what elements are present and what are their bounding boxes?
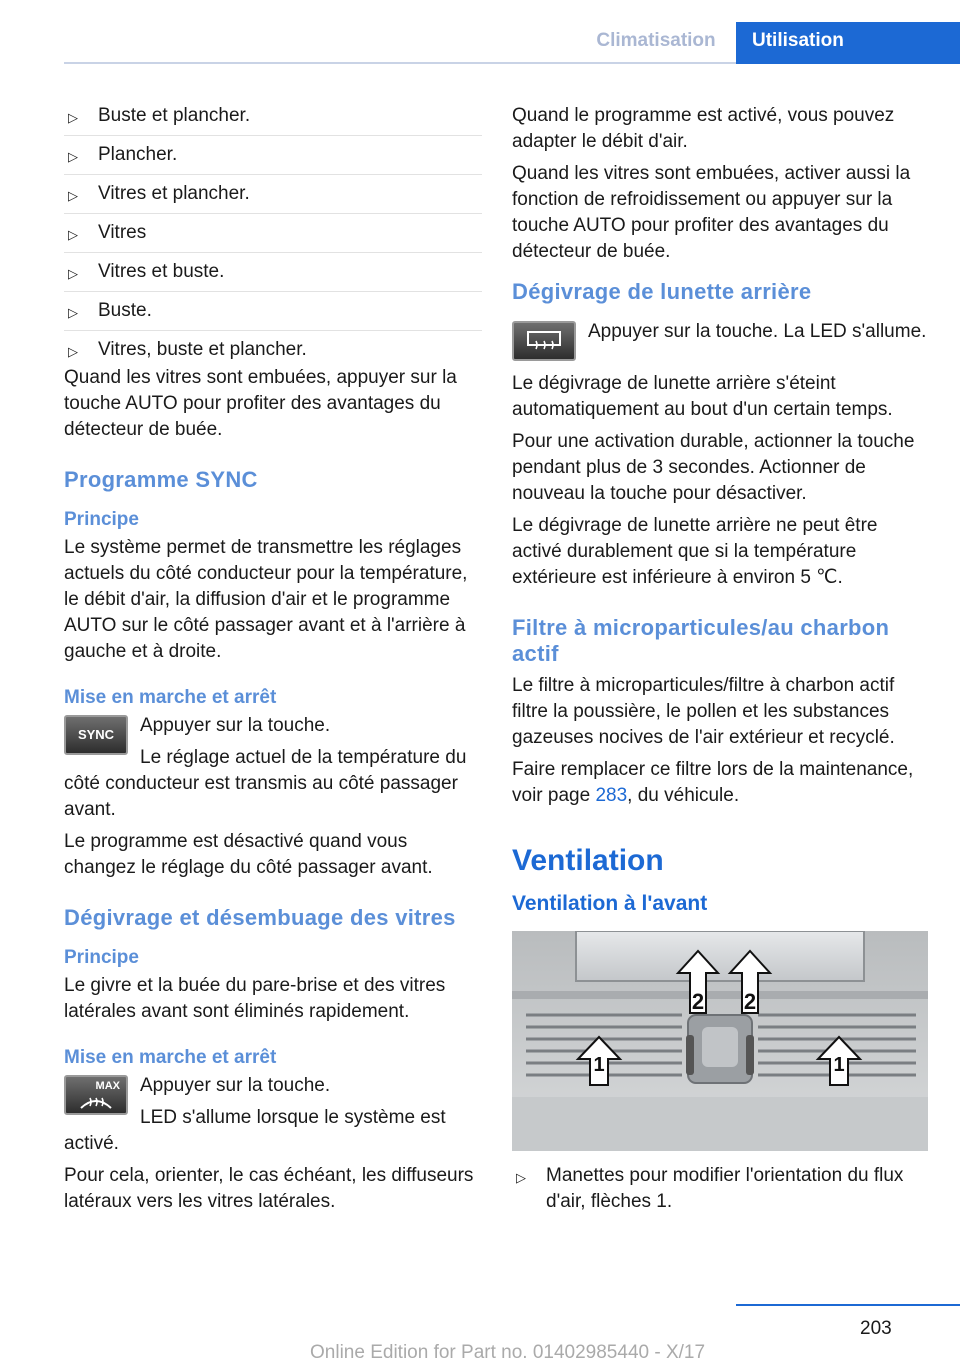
deg-mise-heading: Mise en marche et arrêt <box>64 1047 277 1068</box>
list-item: ▷ Buste. <box>64 298 482 331</box>
header-tab <box>736 22 960 64</box>
deg-principe-heading: Principe <box>64 947 139 968</box>
airflow-list <box>64 103 482 365</box>
deg-step2: LED s'allume lorsque le système est activé. <box>64 1107 446 1154</box>
page-number: 203 <box>860 1318 892 1339</box>
page-link[interactable]: 283 <box>595 785 628 806</box>
list-item: ▷ Buste et plancher. <box>64 103 482 136</box>
left-column <box>64 103 482 1221</box>
sync-principe-text: Le système permet de transmettre les réglages actuels du côté conducteur pour la température, le débit d'air, la diffusion d'air et le programme AUTO sur le côté passager avant et à l'arrière à gauche et à droite. <box>64 537 468 662</box>
filtre-p1: Le filtre à microparticules/filtre à charbon actif filtre la poussière, le pollen et les substances gazeuses nocives de l'air extérieur et recyclé. <box>512 675 895 748</box>
triangle-bullet-icon: ▷ <box>68 110 78 125</box>
vent-illustration <box>512 931 928 1151</box>
lunette-step-text: Appuyer sur la touche. La LED s'allume. <box>588 321 927 342</box>
triangle-bullet-icon: ▷ <box>68 344 78 359</box>
deg-step1: Appuyer sur la touche. <box>140 1075 331 1096</box>
windshield-defrost-icon <box>78 1092 114 1110</box>
callout-1-left: 1 <box>593 1054 605 1076</box>
deg-principe-text: Le givre et la buée du pare-brise et des vitres latérales avant sont éliminés rapidement. <box>64 975 446 1022</box>
ventilation-heading: Ventilation <box>512 844 664 877</box>
right-column <box>512 103 930 1227</box>
header-tab-label: Utilisation <box>752 30 844 51</box>
footer-rule <box>736 1304 960 1306</box>
lunette-p1: Le dégivrage de lunette arrière s'éteint automatiquement au bout d'un certain temps. <box>512 373 893 420</box>
lunette-heading: Dégivrage de lunette arrière <box>512 279 812 304</box>
right-p1: Quand le programme est activé, vous pouvez adapter le débit d'air. <box>512 105 895 152</box>
triangle-bullet-icon: ▷ <box>68 149 78 164</box>
list-item: ▷ Plancher. <box>64 142 482 175</box>
deg-step <box>64 1073 482 1157</box>
filtre-p2: Faire remplacer ce filtre lors de la maintenance, voir page 283, du véhicule. <box>512 759 914 806</box>
deg-p3: Pour cela, orienter, le cas échéant, les diffuseurs latéraux vers les vitres latérales. <box>64 1165 474 1212</box>
triangle-bullet-icon: ▷ <box>68 266 78 281</box>
triangle-bullet-icon: ▷ <box>68 227 78 242</box>
sync-principe-heading: Principe <box>64 509 139 530</box>
list-item: ▷ Vitres et plancher. <box>64 181 482 214</box>
sync-step1: Appuyer sur la touche. <box>140 715 331 736</box>
callout-1-right: 1 <box>833 1054 845 1076</box>
filtre-heading: Filtre à microparticules/au charbon actif <box>512 615 890 666</box>
sync-p3: Le programme est désactivé quand vous changez le réglage du côté passager avant. <box>64 831 433 878</box>
max-defrost-button-icon <box>64 1075 128 1115</box>
list-item: ▷ Vitres, buste et plancher. <box>64 337 482 365</box>
header-section: Climatisation <box>596 30 716 51</box>
callout-2-right: 2 <box>743 989 757 1014</box>
lunette-step <box>512 319 930 371</box>
triangle-bullet-icon: ▷ <box>68 188 78 203</box>
sync-heading: Programme SYNC <box>64 467 258 492</box>
vent-photo <box>512 931 928 1151</box>
sync-button-icon: SYNC <box>64 715 128 755</box>
callout-2-left: 2 <box>691 989 705 1014</box>
triangle-bullet-icon: ▷ <box>68 305 78 320</box>
auto-paragraph: Quand les vitres sont embuées, appuyer sur la touche AUTO pour profiter des avantages du détecteur de buée. <box>64 367 457 440</box>
list-item: ▷ Vitres <box>64 220 482 253</box>
sync-mise-heading: Mise en marche et arrêt <box>64 687 277 708</box>
list-item: ▷ Vitres et buste. <box>64 259 482 292</box>
degivrage-heading: Dégivrage et désembuage des vitres <box>64 905 456 930</box>
right-p2: Quand les vitres sont embuées, activer aussi la fonction de refroidissement ou appuyer sur la touche AUTO pour profiter des avantages du détecteur de buée. <box>512 163 911 262</box>
rear-window-defrost-icon <box>524 329 564 353</box>
max-label: MAX <box>95 1079 120 1092</box>
rear-defrost-button-icon <box>512 321 576 361</box>
sync-step2: Le réglage actuel de la température du côté conducteur est transmis au côté passager avant. <box>64 747 467 820</box>
lunette-p2: Pour une activation durable, actionner la touche pendant plus de 3 secondes. Actionner de nouveau la touche pour désactiver. <box>512 431 915 504</box>
list-item: ▷ Manettes pour modifier l'orientation du flux d'air, flèches 1. <box>516 1165 904 1212</box>
ventilation-subheading: Ventilation à l'avant <box>512 892 708 915</box>
online-edition: Online Edition for Part no. 01402985440 - X/17 <box>310 1342 706 1362</box>
vent-list <box>512 1163 930 1221</box>
triangle-bullet-icon: ▷ <box>516 1170 526 1185</box>
lunette-p3: Le dégivrage de lunette arrière ne peut être activé durablement que si la température extérieure est inférieure à environ 5 ℃. <box>512 515 878 588</box>
sync-step <box>64 713 482 823</box>
